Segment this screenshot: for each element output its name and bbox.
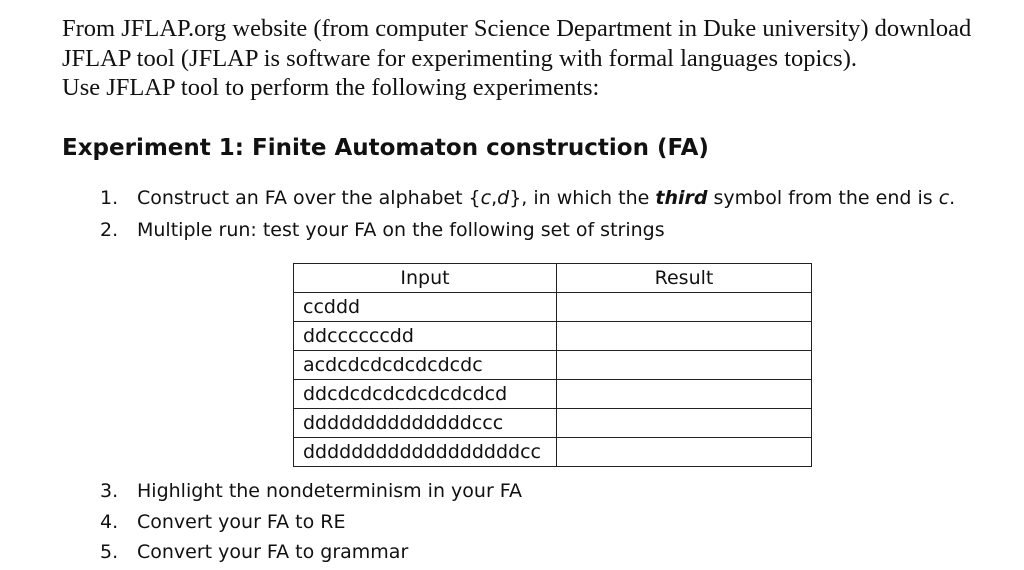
alphabet-symbol-c: c (480, 187, 492, 209)
step-1-text-b: }, in which the (509, 187, 656, 209)
step-1-text-a: Construct an FA over the alphabet { (137, 187, 481, 209)
step-3-number: 3. (100, 480, 119, 502)
step-5-text: Convert your FA to grammar (137, 541, 409, 563)
test-strings-table (293, 263, 812, 467)
table-row (294, 293, 812, 322)
result-cell (557, 380, 812, 409)
step-4-text: Convert your FA to RE (137, 511, 346, 533)
experiment-heading: Experiment 1: Finite Automaton construction (FA) (62, 135, 709, 161)
result-cell (557, 351, 812, 380)
intro-paragraph (62, 14, 1012, 103)
table-row (294, 438, 812, 467)
step-1-symbol: c (938, 187, 950, 209)
step-5-number: 5. (100, 541, 119, 563)
step-1-text-c: symbol from the end is (707, 187, 939, 209)
step-1-number: 1. (100, 187, 119, 209)
table-row (294, 409, 812, 438)
result-cell (557, 293, 812, 322)
step-1-text (137, 186, 955, 210)
input-cell: ccddd (294, 293, 557, 322)
result-cell (557, 409, 812, 438)
step-2-text: Multiple run: test your FA on the following set of strings (137, 219, 665, 241)
intro-line-1: From JFLAP.org website (from computer Science Department in Duke university) download (62, 15, 972, 42)
intro-line-3: Use JFLAP tool to perform the following experiments: (62, 74, 600, 101)
table-header-row (294, 264, 812, 293)
input-cell: acdcdcdcdcdcdcdc (294, 351, 557, 380)
input-column-header: Input (294, 264, 557, 293)
alphabet-separator: , (491, 187, 498, 209)
table-row (294, 351, 812, 380)
input-cell: ddddddddddddddccc (294, 409, 557, 438)
step-4-number: 4. (100, 511, 119, 533)
step-2-number: 2. (100, 219, 119, 241)
result-column-header: Result (557, 264, 812, 293)
alphabet-symbol-d: d (497, 187, 510, 209)
result-cell (557, 322, 812, 351)
input-cell: ddddddddddddddddddcc (294, 438, 557, 467)
step-1-text-d: . (949, 187, 956, 209)
input-cell: ddcdcdcdcdcdcdcdcd (294, 380, 557, 409)
step-1-emphasis: third (655, 187, 708, 209)
input-cell: ddccccccdd (294, 322, 557, 351)
table-row (294, 322, 812, 351)
step-3-text: Highlight the nondeterminism in your FA (137, 480, 522, 502)
intro-line-2: JFLAP tool (JFLAP is software for experimenting with formal languages topics). (62, 44, 857, 72)
table-row (294, 380, 812, 409)
result-cell (557, 438, 812, 467)
